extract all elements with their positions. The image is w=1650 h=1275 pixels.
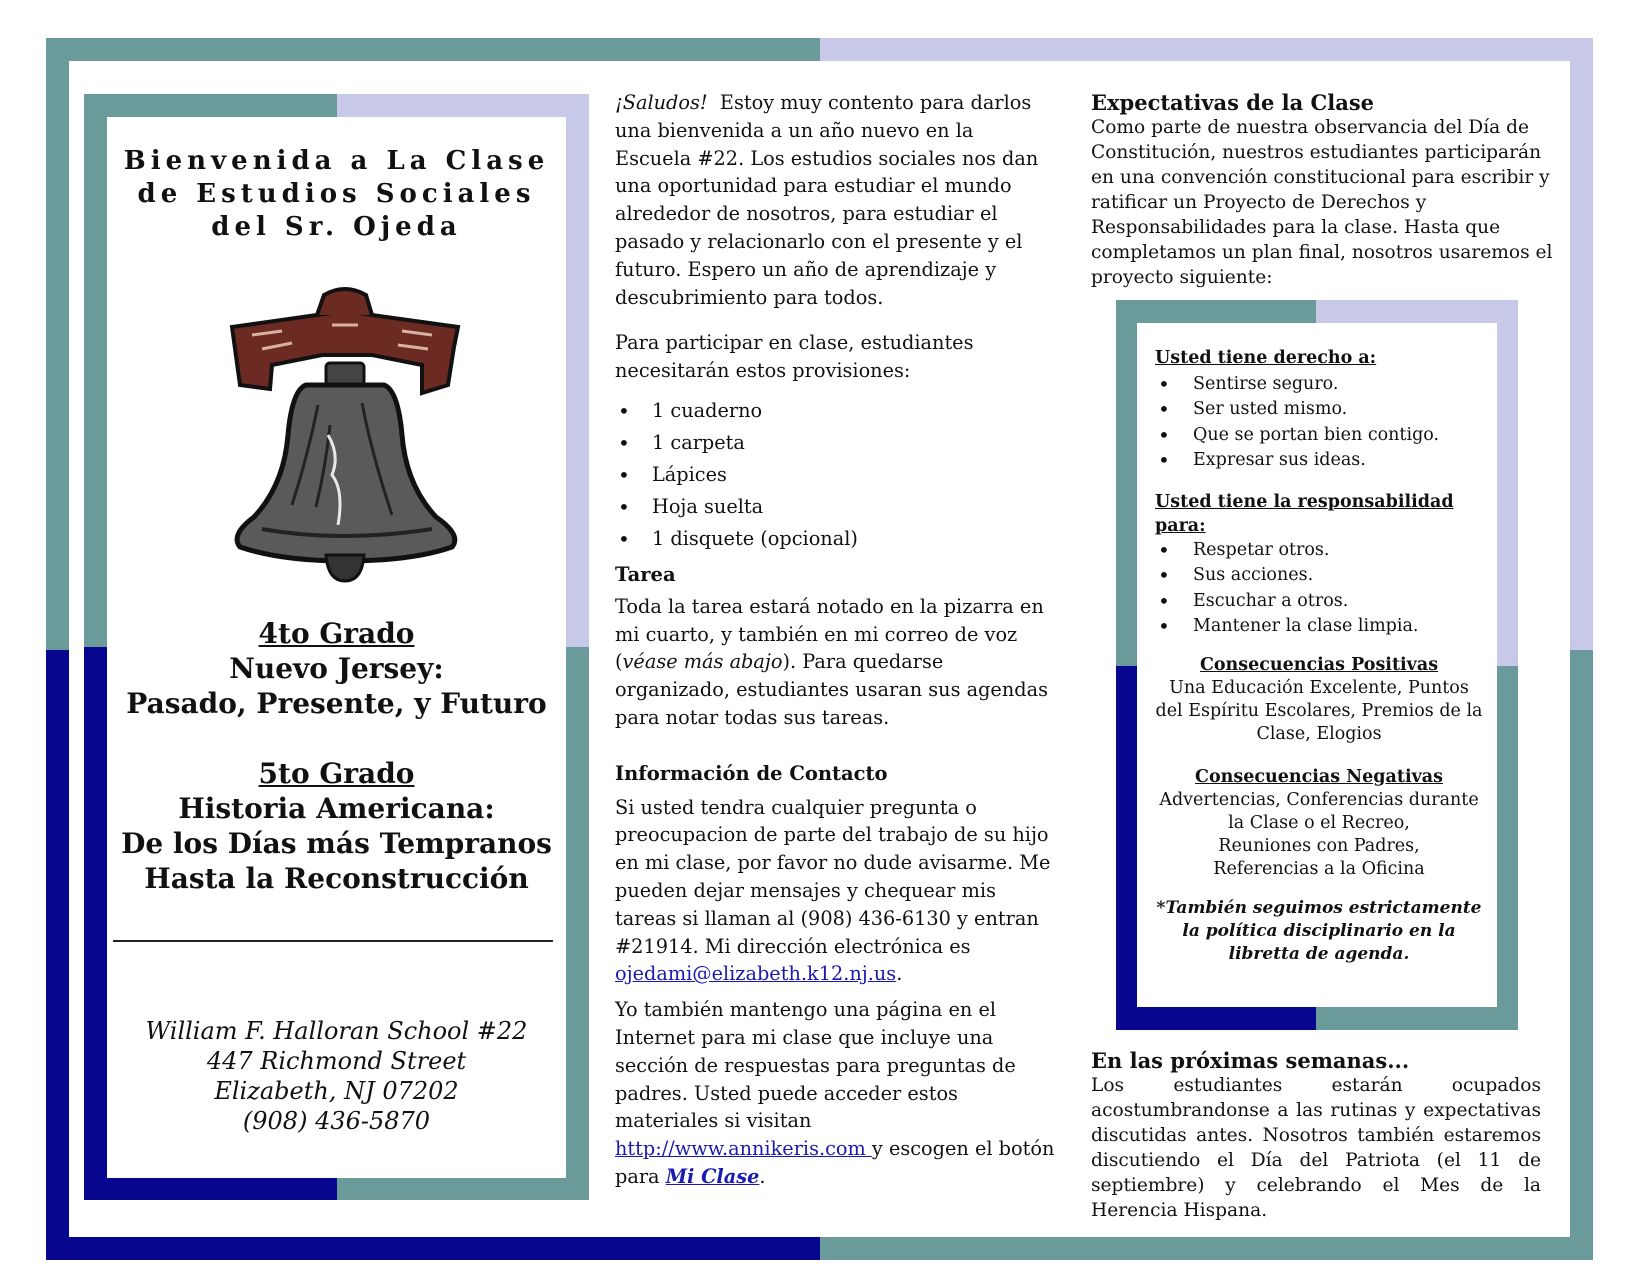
expectations-section <box>1091 90 1561 290</box>
website-text: Yo también mantengo una página en el Internet para mi clase que incluye una sección de respuestas para preguntas de padres. Usted puede acceder estos materiales si visitan <box>615 998 1016 1133</box>
homework-text: ). Para quedarse organizado, estudiantes usaran sus agendas para notar todas sus tareas. <box>615 650 1048 729</box>
address-line: William F. Halloran School #22 <box>145 1017 528 1045</box>
list-item: • Respetar otros. <box>1155 538 1483 564</box>
expectations-text: Como parte de nuestra observancia del Día de Constitución, nuestros estudiantes participarán en una convención constitucional para escribir y ratificar un Proyecto de Derechos y Responsabilidades para la clase. Hasta que completamos un plan final, nosotros usaremos el proyecto siguiente: <box>1091 117 1553 288</box>
outer-frame-top-right <box>820 38 1593 61</box>
outer-frame-left-lower <box>46 650 69 1260</box>
school-address <box>107 1016 566 1136</box>
class-title-line: de Estudios Sociales <box>137 179 536 209</box>
negative-heading: Consecuencias Negativas <box>1195 766 1443 787</box>
website-link[interactable]: http://www.annikeris.com <box>615 1137 872 1161</box>
middle-column <box>615 89 1055 1191</box>
mi-clase-link[interactable]: Mi Clase <box>665 1164 760 1188</box>
website-end: . <box>759 1164 766 1188</box>
address-line: Elizabeth, NJ 07202 <box>214 1077 459 1105</box>
outer-frame-right-upper <box>1570 38 1593 650</box>
list-item: • Escuchar a otros. <box>1155 589 1483 615</box>
list-item: • Sentirse seguro. <box>1155 372 1483 398</box>
list-item: • 1 cuaderno <box>615 395 1055 427</box>
grade4-line: Nuevo Jersey: <box>229 652 444 685</box>
homework-paragraph <box>615 593 1055 732</box>
list-item: • Sus acciones. <box>1155 563 1483 589</box>
list-item: • Que se portan bien contigo. <box>1155 423 1483 449</box>
website-text: y escogen el botón para <box>615 1137 1055 1188</box>
list-item: • Mantener la clase limpia. <box>1155 614 1483 640</box>
negative-line: la Clase o el Recreo, <box>1228 812 1410 833</box>
rights-list <box>1155 372 1483 474</box>
address-line: (908) 436-5870 <box>242 1107 431 1135</box>
greeting-paragraph <box>615 89 1055 311</box>
upcoming-weeks-text: Los estudiantes estarán ocupados acostumbrandonse a las rutinas y expectativas discutidas antes. Nosotros también estaremos discutiendo el Día del Patriota (el 11 de septiembre) y celebrando el Mes de la Herencia Hispana. <box>1091 1075 1541 1221</box>
list-item: • Hoja suelta <box>615 491 1055 523</box>
contact-paragraph: Si usted tendra cualquier pregunta o preocupacion de parte del trabajo de su hijo en mi clase, por favor no dude avisarme. Me pueden dejar mensajes y chequear mis tareas si llaman al (908) 436-6130 y entran #21914. Mi dirección electrónica es ojedami@elizabeth.k12.nj.us. <box>615 795 1051 986</box>
divider-line <box>113 940 553 942</box>
upcoming-weeks-section <box>1091 1048 1541 1223</box>
greeting-word: ¡Saludos! <box>615 91 708 114</box>
grade4-section <box>107 616 566 721</box>
outer-frame-bottom-left <box>46 1237 820 1260</box>
contact-text: Si usted tendra cualquier pregunta o preocupacion de parte del trabajo de su hijo en mi clase, por favor no dude avisarme. Me pueden dejar mensajes y chequear mis tareas si llaman al (908) 436-6130 y entran #21914. Mi dirección electrónica es <box>615 795 1051 958</box>
discipline-note: *También seguimos estrictamente la política disciplinario en la libretta de agenda. <box>1156 897 1482 964</box>
class-title-line: del Sr. Ojeda <box>211 212 462 242</box>
responsibility-list <box>1155 538 1483 640</box>
responsibility-heading: Usted tiene la responsabilidad para: <box>1155 491 1454 536</box>
grade5-line: Historia Americana: <box>178 792 495 825</box>
contact-heading: Información de Contacto <box>615 761 888 785</box>
upcoming-weeks-heading: En las próximas semanas... <box>1091 1048 1410 1073</box>
grade5-heading: 5to Grado <box>258 757 415 790</box>
positive-line: Una Educación Excelente, Puntos <box>1169 677 1469 698</box>
positive-heading: Consecuencias Positivas <box>1199 654 1439 675</box>
grade4-line: Pasado, Presente, y Futuro <box>126 687 547 720</box>
class-title-line: Bienvenida a La Clase <box>123 146 550 176</box>
negative-consequences <box>1155 766 1483 881</box>
homework-text: Toda la tarea estará notado en la pizarra en mi cuarto, y también en mi correo de voz ( <box>615 594 1044 674</box>
outer-frame-left-upper <box>46 38 69 650</box>
email-link[interactable]: ojedami@elizabeth.k12.nj.us <box>615 962 897 986</box>
negative-line: Reuniones con Padres, <box>1218 835 1420 856</box>
negative-line: Advertencias, Conferencias durante <box>1159 789 1479 810</box>
outer-frame-top-left <box>46 38 820 61</box>
positive-line: Clase, Elogios <box>1256 723 1382 744</box>
supplies-list <box>615 395 1055 555</box>
list-item: • Expresar sus ideas. <box>1155 448 1483 474</box>
rights-box-content <box>1155 346 1483 966</box>
liberty-bell-icon <box>222 285 468 585</box>
rights-heading: Usted tiene derecho a: <box>1155 348 1377 368</box>
grade5-line: De los Días más Tempranos <box>121 827 552 860</box>
supplies-intro: Para participar en clase, estudiantes necesitarán estos provisiones: <box>615 331 974 383</box>
expectations-heading: Expectativas de la Clase <box>1091 90 1375 115</box>
list-item: • Lápices <box>615 459 1055 491</box>
homework-heading: Tarea <box>615 562 676 586</box>
greeting-text: Estoy muy contento para darlos una bienvenida a un año nuevo en la Escuela #22. Los estudios sociales nos dan una oportunidad para estudiar el mundo alrededor de nosotros, para estudiar el pasado y relacionarlo con el presente y el futuro. Espero un año de aprendizaje y descubrimiento para todos. <box>615 91 1039 309</box>
grade4-heading: 4to Grado <box>258 617 415 650</box>
negative-line: Referencias a la Oficina <box>1213 858 1425 879</box>
positive-consequences <box>1155 654 1483 746</box>
positive-line: del Espíritu Escolares, Premios de la <box>1155 700 1483 721</box>
address-line: 447 Richmond Street <box>206 1047 467 1075</box>
homework-italic: véase más abajo <box>622 650 783 674</box>
list-item: • 1 disquete (opcional) <box>615 523 1055 555</box>
outer-frame-right-lower <box>1570 650 1593 1260</box>
website-paragraph <box>615 996 1055 1191</box>
list-item: • Ser usted mismo. <box>1155 397 1483 423</box>
outer-frame-bottom-right <box>820 1237 1593 1260</box>
list-item: • 1 carpeta <box>615 427 1055 459</box>
class-title <box>107 145 566 244</box>
grade5-line: Hasta la Reconstrucción <box>144 862 529 895</box>
grade5-section <box>107 756 566 896</box>
